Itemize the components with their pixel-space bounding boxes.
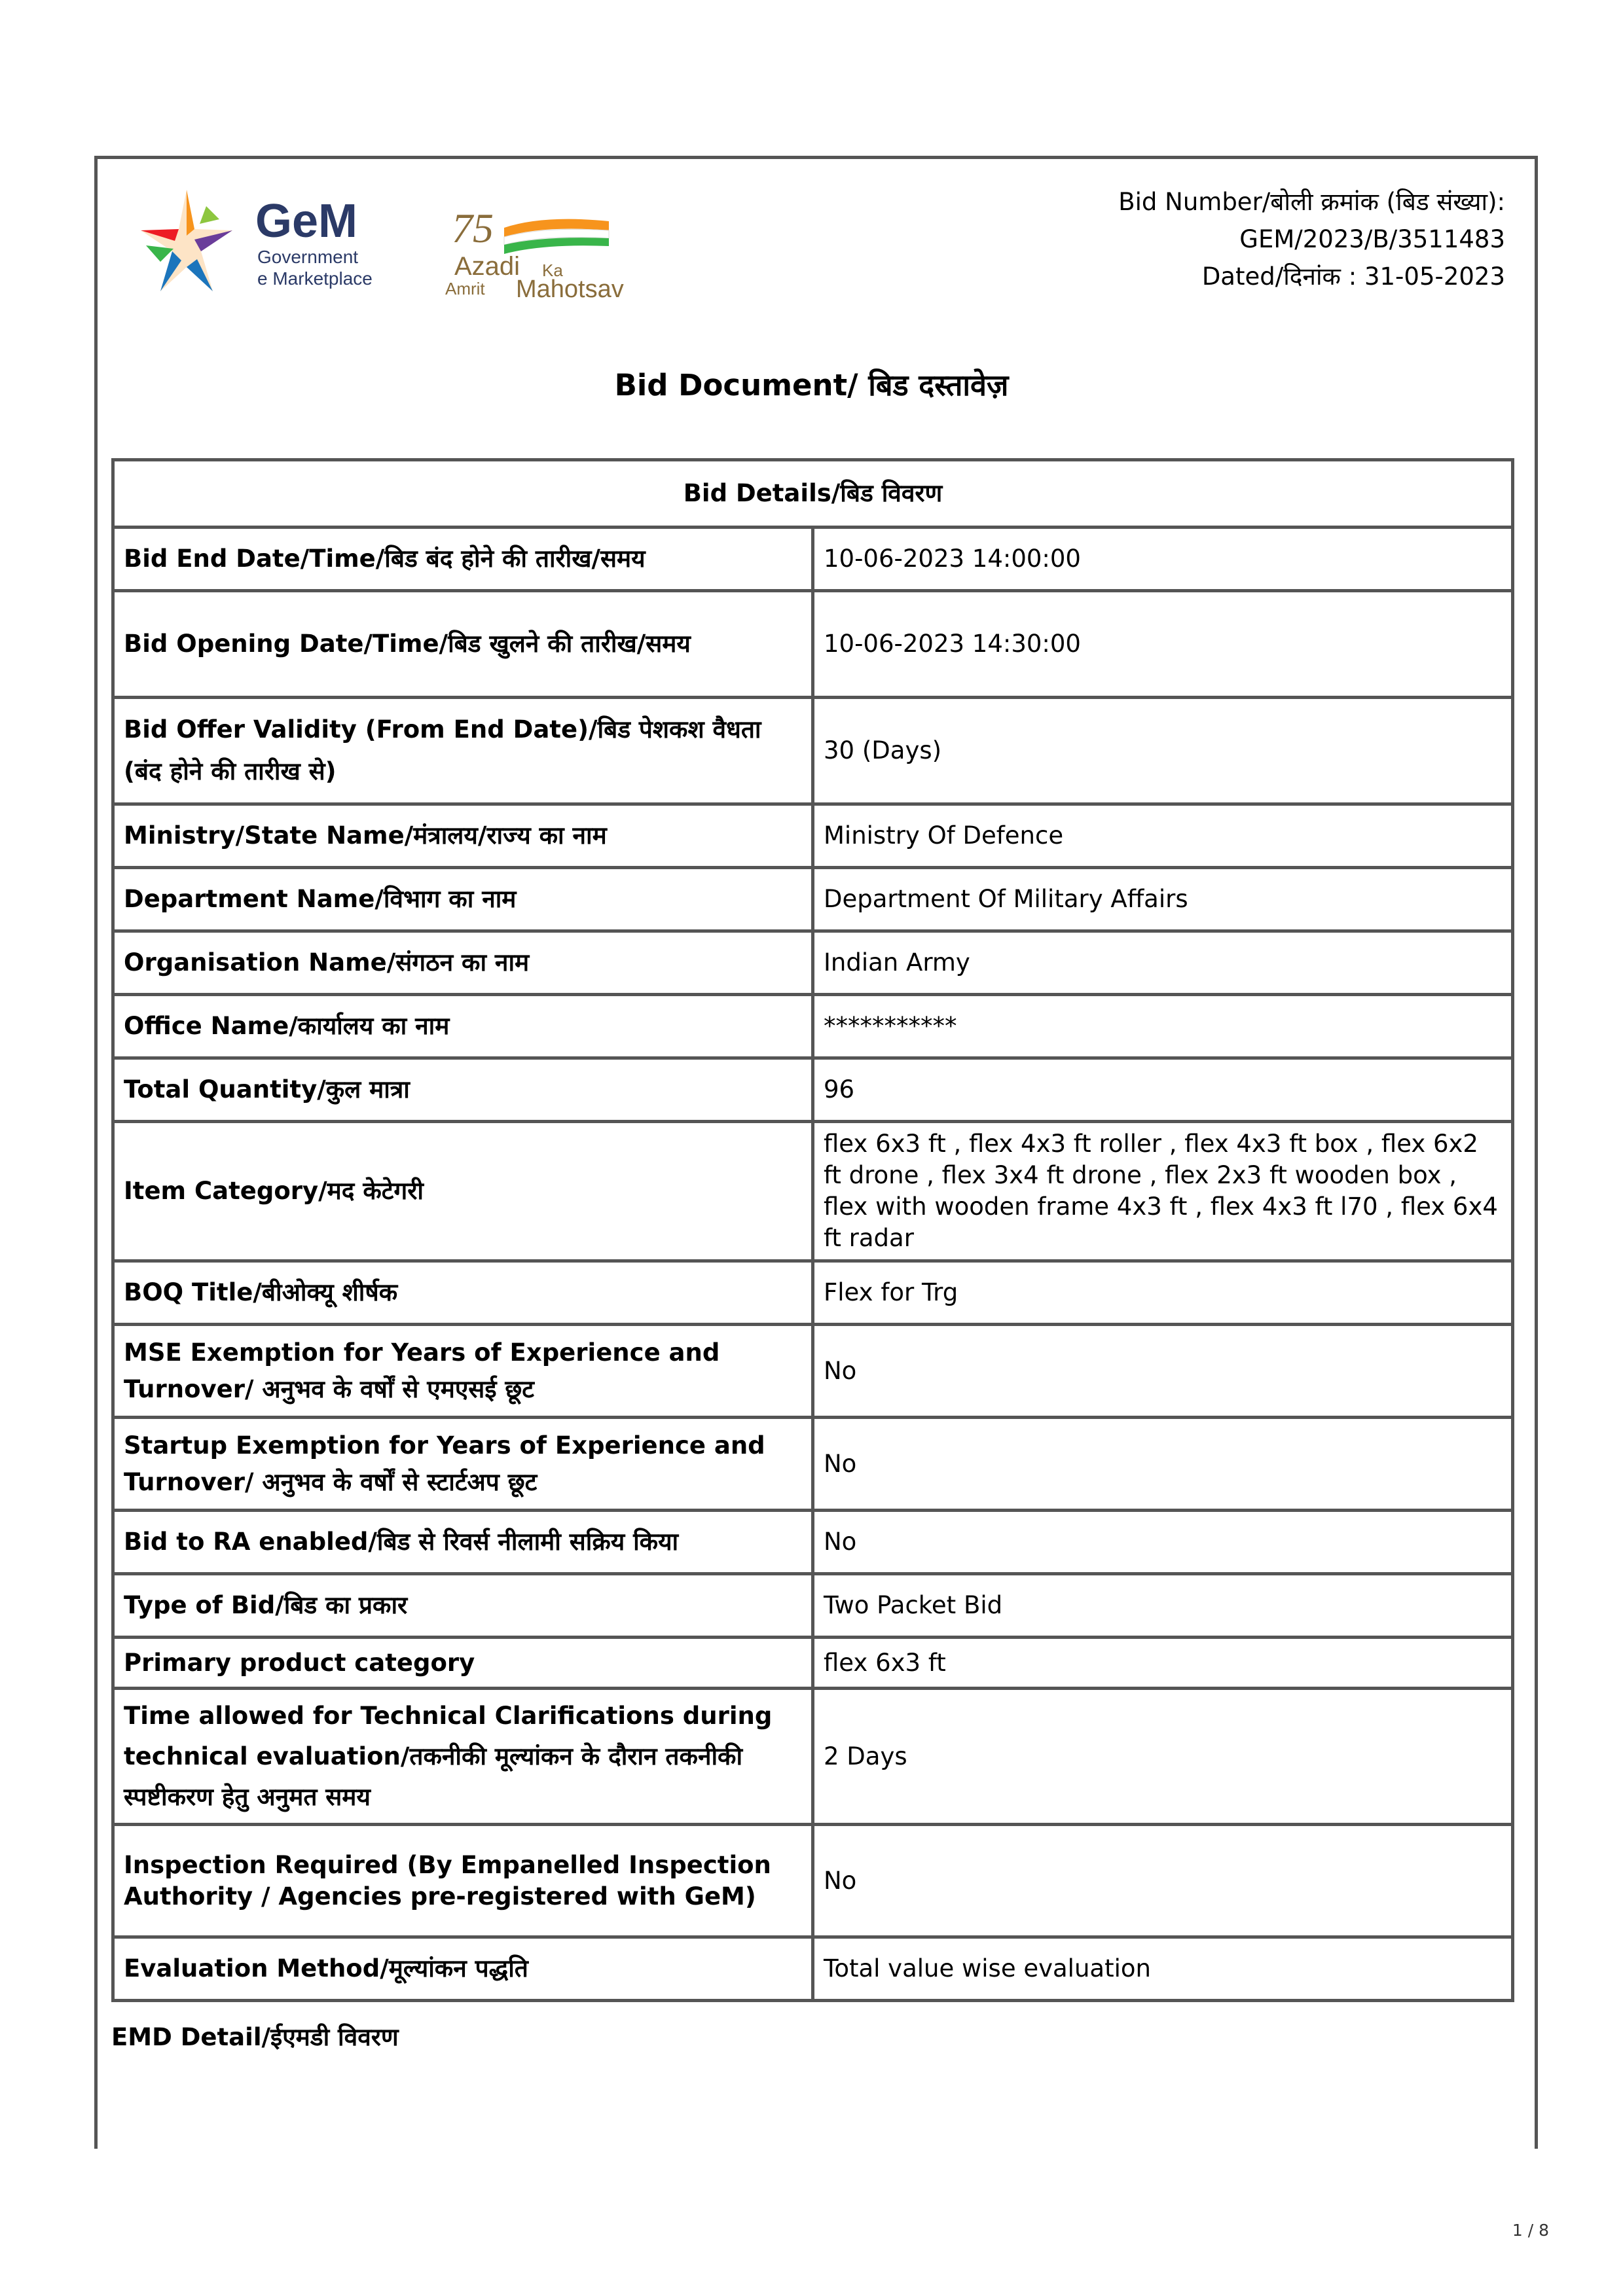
row-label: Type of Bid/बिड का प्रकार	[113, 1574, 813, 1638]
row-label: MSE Exemption for Years of Experience and Turnover/ अनुभव के वर्षों से एमएसई छूट	[113, 1325, 813, 1418]
row-label: Time allowed for Technical Clarifications during technical evaluation/तकनीकी मूल्यांकन के दौरान तकनीकी स्पष्टीकरण हेतु अनुमत समय	[113, 1689, 813, 1825]
table-heading-row	[113, 460, 1513, 528]
row-value: Department Of Military Affairs	[813, 868, 1513, 931]
gem-logo-line1: Government	[257, 247, 359, 267]
row-label: Inspection Required (By Empanelled Inspection Authority / Agencies pre-registered with GeM)	[113, 1825, 813, 1937]
bid-number: GEM/2023/B/3511483	[1239, 225, 1505, 253]
row-label: Evaluation Method/मूल्यांकन पद्धति	[113, 1937, 813, 2001]
azadi-logo-line1: Azadi	[454, 252, 520, 281]
row-label: Organisation Name/संगठन का नाम	[113, 931, 813, 995]
row-value: 96	[813, 1058, 1513, 1122]
bid-dated	[1118, 258, 1505, 295]
row-value: ***********	[813, 995, 1513, 1058]
azadi-logo-line2a: Amrit	[445, 279, 485, 298]
table-row	[113, 1825, 1513, 1937]
row-value: Total value wise evaluation	[813, 1937, 1513, 2001]
row-value: Flex for Trg	[813, 1261, 1513, 1325]
row-label: Primary product category	[113, 1638, 813, 1689]
row-label: Startup Exemption for Years of Experience and Turnover/ अनुभव के वर्षों से स्टार्टअप छूट	[113, 1418, 813, 1511]
document-title: Bid Document/ बिड दस्तावेज़	[614, 368, 1009, 403]
table-row	[113, 1574, 1513, 1638]
row-value: 2 Days	[813, 1689, 1513, 1825]
row-value: 30 (Days)	[813, 698, 1513, 804]
row-value: 10-06-2023 14:30:00	[813, 591, 1513, 698]
table-heading: Bid Details/बिड विवरण	[113, 460, 1513, 528]
table-row	[113, 1638, 1513, 1689]
table-row	[113, 591, 1513, 698]
row-value: flex 6x3 ft	[813, 1638, 1513, 1689]
gem-logo-title: GeM	[255, 195, 358, 247]
azadi-logo-ka: Ka	[542, 260, 563, 280]
row-value: Two Packet Bid	[813, 1574, 1513, 1638]
row-value: flex 6x3 ft , flex 4x3 ft roller , flex 4x3 ft box , flex 6x2 ft drone , flex 3x4 ft drone , flex 2x3 ft wooden box , flex with wooden frame 4x3 ft , flex 4x3 ft l70 , flex 6x4 ft radar	[813, 1122, 1513, 1261]
gem-logo	[134, 183, 409, 314]
table-row	[113, 804, 1513, 868]
row-value: 10-06-2023 14:00:00	[813, 528, 1513, 591]
table-row	[113, 1058, 1513, 1122]
row-label: Department Name/विभाग का नाम	[113, 868, 813, 931]
row-value: No	[813, 1825, 1513, 1937]
bid-details-table	[111, 458, 1514, 2002]
row-label: Total Quantity/कुल मात्रा	[113, 1058, 813, 1122]
gem-logo-line2: e Marketplace	[257, 268, 373, 289]
table-row	[113, 698, 1513, 804]
row-label: BOQ Title/बीओक्यू शीर्षक	[113, 1261, 813, 1325]
row-label: Bid Opening Date/Time/बिड खुलने की तारीख/समय	[113, 591, 813, 698]
row-value: Indian Army	[813, 931, 1513, 995]
row-label: Ministry/State Name/मंत्रालय/राज्य का नाम	[113, 804, 813, 868]
azadi-logo-line2b: Mahotsav	[516, 276, 624, 301]
row-label: Bid to RA enabled/बिड से रिवर्स नीलामी सक्रिय किया	[113, 1511, 813, 1574]
table-row	[113, 528, 1513, 591]
bid-meta	[1118, 183, 1505, 295]
table-row	[113, 1261, 1513, 1325]
table-row	[113, 995, 1513, 1058]
row-value: No	[813, 1325, 1513, 1418]
table-row	[113, 1325, 1513, 1418]
row-label: Bid Offer Validity (From End Date)/बिड पेशकश वैधता (बंद होने की तारीख से)	[113, 698, 813, 804]
row-value: Ministry Of Defence	[813, 804, 1513, 868]
table-row	[113, 868, 1513, 931]
table-row	[113, 1122, 1513, 1261]
table-row	[113, 1418, 1513, 1511]
table-row	[113, 931, 1513, 995]
row-label: Office Name/कार्यालय का नाम	[113, 995, 813, 1058]
dated-label: Dated/दिनांक :	[1201, 262, 1357, 291]
row-value: No	[813, 1511, 1513, 1574]
dated-value: 31-05-2023	[1364, 262, 1505, 291]
azadi-ka-amrit-mahotsav-logo	[445, 203, 668, 301]
table-row	[113, 1511, 1513, 1574]
table-row	[113, 1689, 1513, 1825]
azadi-logo-number: 75	[452, 205, 494, 251]
page-number: 1 / 8	[1512, 2221, 1549, 2240]
row-label: Bid End Date/Time/बिड बंद होने की तारीख/समय	[113, 528, 813, 591]
table-row	[113, 1937, 1513, 2001]
row-label: Item Category/मद केटेगरी	[113, 1122, 813, 1261]
bid-number-label: Bid Number/बोली क्रमांक (बिड संख्या):	[1118, 188, 1505, 216]
emd-detail-heading: EMD Detail/ईएमडी विवरण	[111, 2023, 399, 2051]
row-value: No	[813, 1418, 1513, 1511]
